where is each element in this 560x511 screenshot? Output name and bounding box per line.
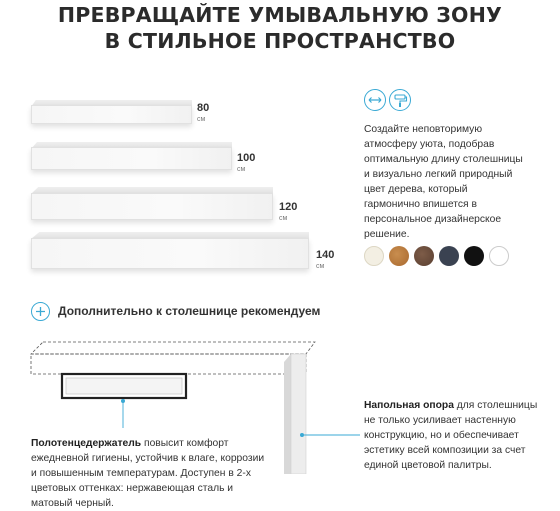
- length-description: Создайте неповторимую атмосферу уюта, подобрав оптимальную длину столешницы и визуально легкий природный цвет дерева, который гармонично впишется в персональное дизайнерское решение.: [364, 124, 523, 240]
- countertop-140: [31, 232, 309, 269]
- color-swatch-dark-wood[interactable]: [414, 246, 434, 266]
- countertop-120: [31, 187, 273, 220]
- towel-rail-text: повысит комфорт ежедневной гигиены, устойчив к влаге, коррозии и повышенным температурам. Доступен в 2-х цветовых оттенках: нержавеющая сталь и матовый черный.: [31, 438, 265, 509]
- countertop-100: [31, 142, 232, 170]
- title-line-2: В СТИЛЬНОЕ ПРОСТРАНСТВО: [104, 29, 456, 53]
- section-heading: Дополнительно к столешнице рекомендуем: [58, 304, 321, 318]
- size-label-80: 80 см: [197, 102, 210, 123]
- size-label-100: 100 см: [237, 152, 256, 173]
- towel-rail-name: Полотенцедержатель: [31, 438, 142, 449]
- floor-support-text: для столешницы не только усиливает настенную конструкцию, но и обеспечивает эстетику всей композиции за счет единой цветовой палитры.: [364, 400, 538, 471]
- width-arrows-icon: [364, 89, 386, 111]
- floor-support-caption: [364, 398, 544, 473]
- title-line-1: ПРЕВРАЩАЙТЕ УМЫВАЛЬНУЮ ЗОНУ: [57, 3, 503, 27]
- size-label-140: 140 см: [316, 249, 335, 270]
- floor-support-name: Напольная опора: [364, 400, 454, 411]
- color-swatch-black[interactable]: [464, 246, 484, 266]
- plus-icon: [31, 302, 50, 321]
- color-swatch-cream[interactable]: [364, 246, 384, 266]
- color-swatch-light-wood[interactable]: [389, 246, 409, 266]
- page-title: [0, 2, 560, 54]
- size-label-120: 120 см: [279, 201, 298, 222]
- countertop-80: [31, 100, 192, 124]
- paint-roller-icon: [389, 89, 411, 111]
- towel-rail-caption: [31, 436, 271, 511]
- color-swatch-graphite[interactable]: [439, 246, 459, 266]
- color-swatch-white[interactable]: [489, 246, 509, 266]
